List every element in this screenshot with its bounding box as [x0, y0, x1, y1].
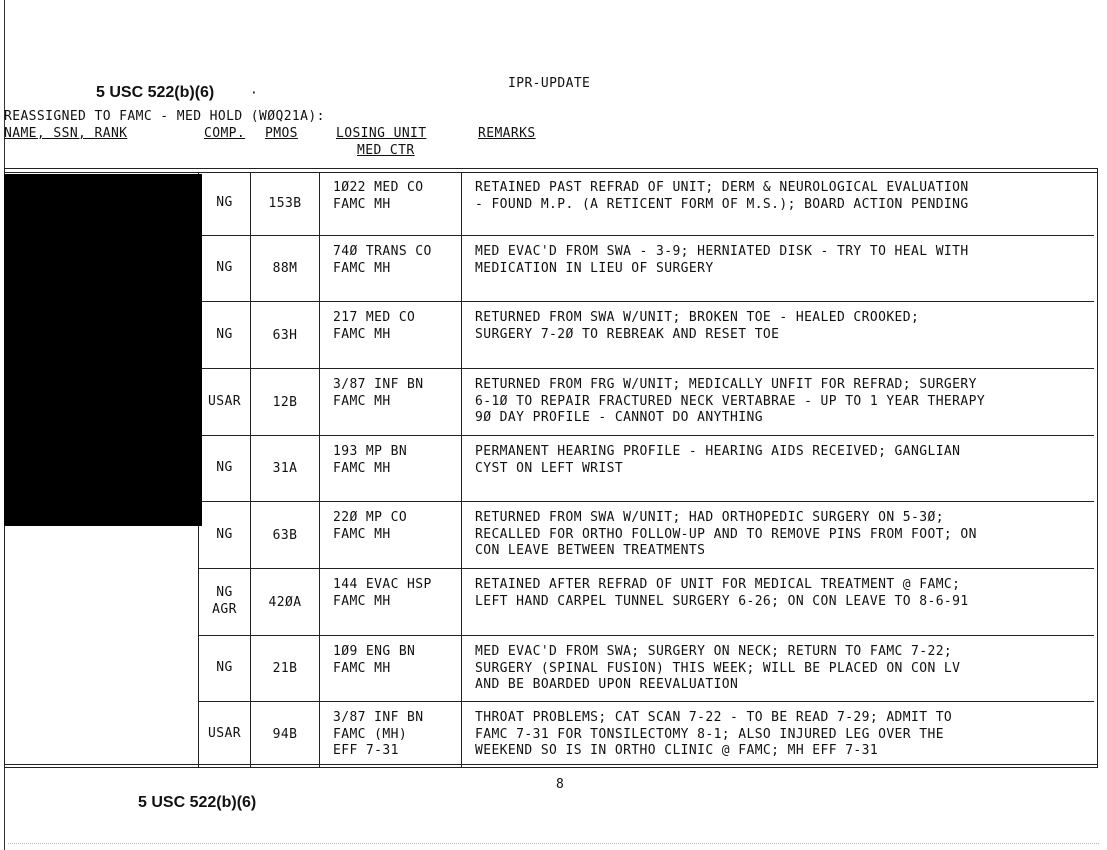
cell-comp [198, 436, 250, 502]
cell-remarks [461, 172, 1094, 236]
remarks-text: RETAINED PAST REFRAD OF UNIT; DERM & NEUROLOGICAL EVALUATION [475, 180, 969, 195]
cell-pmos [250, 436, 319, 502]
unit-text: 144 EVAC HSP [333, 577, 432, 592]
remarks-text: 6-1Ø TO REPAIR FRACTURED NECK VERTABRAE - UP TO 1 YEAR THERAPY [475, 393, 986, 409]
unit-text: 74Ø TRANS CO [333, 244, 432, 259]
comp-text: USAR [208, 726, 241, 742]
page-title: IPR-UPDATE [508, 76, 591, 91]
cell-losing-unit [319, 236, 461, 302]
remarks-text: RECALLED FOR ORTHO FOLLOW-UP AND TO REMOVE PINS FROM FOOT; ON [475, 526, 977, 542]
table-row [198, 302, 1094, 369]
section-heading: REASSIGNED TO FAMC - MED HOLD (WØQ21A): [4, 109, 325, 124]
cell-comp [198, 369, 250, 436]
unit-text: 217 MED CO [333, 310, 416, 325]
cell-remarks [461, 236, 1094, 302]
exemption-label-bottom: 5 USC 522(b)(6) [138, 794, 257, 811]
table-row [198, 236, 1094, 302]
cell-losing-unit [319, 436, 461, 502]
comp-text: AGR [212, 602, 237, 617]
unit-text: 22Ø MP CO [333, 510, 408, 525]
unit-text: FAMC MH [333, 196, 391, 212]
unit-text: 3/87 INF BN [333, 377, 424, 392]
pmos-text: 94B [272, 727, 298, 742]
cell-pmos [250, 636, 319, 702]
cell-pmos [250, 172, 319, 236]
col-header-name: NAME, SSN, RANK [4, 126, 128, 141]
unit-text: 193 MP BN [333, 444, 408, 459]
remarks-text: RETAINED AFTER REFRAD OF UNIT FOR MEDICAL TREATMENT @ FAMC; [475, 577, 961, 592]
pmos-text: 88M [272, 261, 298, 276]
remarks-text: RETURNED FROM SWA W/UNIT; HAD ORTHOPEDIC SURGERY ON 5-3Ø; [475, 510, 944, 525]
remarks-text: - FOUND M.P. (A RETICENT FORM OF M.S.); BOARD ACTION PENDING [475, 196, 969, 212]
cell-comp [198, 569, 250, 636]
cell-losing-unit [319, 172, 461, 236]
unit-text: FAMC MH [333, 460, 391, 476]
unit-text: 3/87 INF BN [333, 710, 424, 725]
cell-pmos [250, 502, 319, 569]
cell-losing-unit [319, 702, 461, 768]
comp-text: USAR [208, 393, 241, 409]
cell-remarks [461, 436, 1094, 502]
exemption-label-top: 5 USC 522(b)(6) [96, 84, 215, 101]
table-row [198, 369, 1094, 436]
comp-text: NG [216, 585, 233, 601]
stray-mark: · [250, 86, 259, 101]
pmos-text: 31A [272, 461, 298, 476]
cell-remarks [461, 702, 1094, 768]
comp-text: NG [216, 260, 233, 276]
cell-remarks [461, 502, 1094, 569]
cell-remarks [461, 569, 1094, 636]
cell-comp [198, 702, 250, 768]
remarks-text: MED EVAC'D FROM SWA - 3-9; HERNIATED DISK - TRY TO HEAL WITH [475, 244, 969, 259]
table-row [198, 569, 1094, 636]
remarks-text: RETURNED FROM FRG W/UNIT; MEDICALLY UNFIT FOR REFRAD; SURGERY [475, 377, 977, 392]
remarks-text: RETURNED FROM SWA W/UNIT; BROKEN TOE - HEALED CROOKED; [475, 310, 920, 325]
cell-losing-unit [319, 636, 461, 702]
unit-text: FAMC MH [333, 593, 391, 609]
scan-bottom-dotted-line [8, 843, 1099, 844]
cell-comp [198, 236, 250, 302]
table-row [198, 702, 1094, 768]
cell-remarks [461, 636, 1094, 702]
remarks-text: CYST ON LEFT WRIST [475, 460, 624, 476]
col-header-remarks: REMARKS [478, 126, 536, 141]
cell-losing-unit [319, 569, 461, 636]
cell-losing-unit [319, 502, 461, 569]
remarks-text: CON LEAVE BETWEEN TREATMENTS [475, 543, 706, 559]
pmos-text: 63B [272, 527, 298, 543]
col-header-losing-unit: LOSING UNIT [336, 126, 427, 141]
remarks-text: MED EVAC'D FROM SWA; SURGERY ON NECK; RETURN TO FAMC 7-22; [475, 644, 953, 659]
redaction-block [4, 174, 202, 526]
remarks-text: SURGERY (SPINAL FUSION) THIS WEEK; WILL BE PLACED ON CON LV [475, 660, 961, 676]
remarks-text: MEDICATION IN LIEU OF SURGERY [475, 260, 714, 276]
pmos-text: 42ØA [268, 594, 302, 610]
unit-text: FAMC MH [333, 660, 391, 676]
pmos-text: 21B [272, 661, 298, 676]
unit-text: FAMC MH [333, 526, 391, 542]
unit-text: FAMC MH [333, 260, 391, 276]
cell-pmos [250, 702, 319, 768]
remarks-text: PERMANENT HEARING PROFILE - HEARING AIDS RECEIVED; GANGLIAN [475, 444, 961, 459]
cell-pmos [250, 302, 319, 369]
cell-comp [198, 302, 250, 369]
col-header-med-ctr: MED CTR [357, 143, 415, 158]
unit-text: 1Ø22 MED CO [333, 180, 424, 195]
table-row [198, 172, 1094, 236]
remarks-text: THROAT PROBLEMS; CAT SCAN 7-22 - TO BE READ 7-29; ADMIT TO [475, 710, 953, 725]
comp-text: NG [216, 660, 233, 676]
remarks-text: 9Ø DAY PROFILE - CANNOT DO ANYTHING [475, 410, 763, 426]
cell-losing-unit [319, 302, 461, 369]
cell-comp [198, 502, 250, 569]
unit-text: FAMC MH [333, 393, 391, 409]
cell-pmos [250, 369, 319, 436]
cell-pmos [250, 569, 319, 636]
cell-remarks [461, 302, 1094, 369]
cell-remarks [461, 369, 1094, 436]
remarks-text: SURGERY 7-2Ø TO REBREAK AND RESET TOE [475, 326, 780, 342]
remarks-text: WEEKEND SO IS IN ORTHO CLINIC @ FAMC; MH EFF 7-31 [475, 743, 879, 759]
col-header-comp: COMP. [204, 126, 246, 141]
remarks-text: LEFT HAND CARPEL TUNNEL SURGERY 6-26; ON CON LEAVE TO 8-6-91 [475, 593, 969, 609]
comp-text: NG [216, 460, 233, 476]
pmos-text: 12B [272, 394, 298, 410]
unit-text: 1Ø9 ENG BN [333, 644, 416, 659]
comp-text: NG [216, 195, 233, 211]
unit-text: FAMC MH [333, 326, 391, 342]
cell-comp [198, 172, 250, 236]
comp-text: NG [216, 326, 233, 342]
cell-pmos [250, 236, 319, 302]
remarks-text: FAMC 7-31 FOR TONSILECTOMY 8-1; ALSO INJURED LEG OVER THE [475, 726, 944, 742]
table-row [198, 502, 1094, 569]
unit-text: EFF 7-31 [333, 743, 399, 759]
page-number: 8 [556, 777, 565, 792]
cell-losing-unit [319, 369, 461, 436]
unit-text: FAMC (MH) [333, 726, 408, 742]
table-row [198, 636, 1094, 702]
col-header-pmos: PMOS [265, 126, 298, 141]
table-row [198, 436, 1094, 502]
pmos-text: 153B [268, 196, 302, 211]
remarks-text: AND BE BOARDED UPON REEVALUATION [475, 677, 739, 693]
cell-comp [198, 636, 250, 702]
comp-text: NG [216, 526, 233, 542]
pmos-text: 63H [272, 327, 298, 343]
